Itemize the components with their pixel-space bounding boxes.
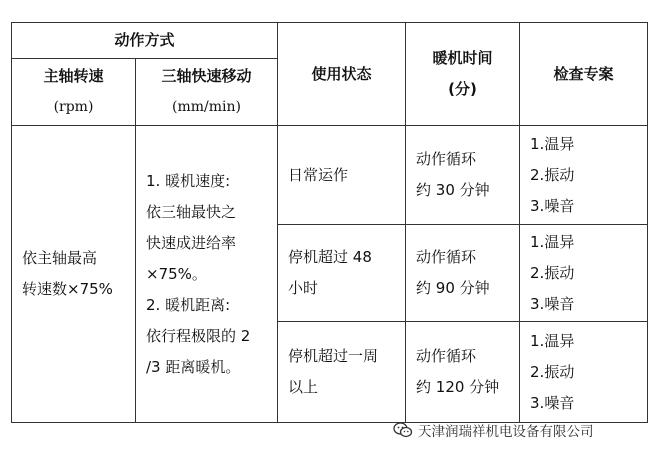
three-axis-label: 三轴快速移动 xyxy=(161,67,252,85)
checks-cell xyxy=(520,126,648,225)
spindle-speed-header xyxy=(12,59,136,126)
check-items-header: 检查专案 xyxy=(520,23,648,126)
warmup-time-unit: (分) xyxy=(448,80,477,98)
watermark-text: 天津润瑞祥机电设备有限公司 xyxy=(418,424,594,440)
warmup-time-label: 暖机时间 xyxy=(432,49,493,67)
warmup-time-header xyxy=(406,23,520,126)
time-cell xyxy=(406,126,520,225)
time-line: 约 120 分钟 xyxy=(416,378,500,396)
spindle-value-line: 依主轴最高 xyxy=(22,249,98,267)
time-line: 动作循环 xyxy=(416,347,477,365)
axis-value-line: /3 距离暖机。 xyxy=(146,357,241,376)
checks-cell xyxy=(520,225,648,322)
state-cell xyxy=(278,126,406,225)
time-line: 动作循环 xyxy=(416,150,477,168)
axis-value-line: ×75%。 xyxy=(146,264,207,283)
state-line: 停机超过 48 xyxy=(288,248,372,266)
state-line: 日常运作 xyxy=(288,165,349,184)
check-item: 2.振动 xyxy=(530,362,575,381)
state-line: 以上 xyxy=(288,378,319,396)
axis-value-line: 1. 暖机速度: xyxy=(146,171,231,190)
three-axis-header xyxy=(136,59,278,126)
check-item: 3.噪音 xyxy=(530,393,575,412)
three-axis-unit: (mm/min) xyxy=(172,99,241,115)
state-line: 停机超过一周 xyxy=(288,347,379,365)
state-line: 小时 xyxy=(288,279,319,297)
time-cell xyxy=(406,322,520,423)
time-line: 动作循环 xyxy=(416,248,477,266)
warmup-spec-table xyxy=(11,22,648,423)
time-cell xyxy=(406,225,520,322)
axis-value-line: 2. 暖机距离: xyxy=(146,295,231,314)
check-item: 2.振动 xyxy=(530,165,575,184)
check-item: 2.振动 xyxy=(530,263,575,282)
check-item: 3.噪音 xyxy=(530,196,575,215)
check-item: 1.温异 xyxy=(530,331,575,350)
wechat-icon xyxy=(393,422,413,438)
time-line: 约 30 分钟 xyxy=(416,181,490,199)
spindle-speed-unit: (rpm) xyxy=(53,99,94,115)
spindle-value-cell xyxy=(12,126,136,423)
check-item: 3.噪音 xyxy=(530,294,575,313)
checks-cell xyxy=(520,322,648,423)
usage-state-header: 使用状态 xyxy=(278,23,406,126)
watermark xyxy=(393,420,594,440)
action-mode-header: 动作方式 xyxy=(12,23,278,59)
check-item: 1.温异 xyxy=(530,134,575,153)
spindle-speed-label: 主轴转速 xyxy=(43,67,104,85)
axis-value-cell xyxy=(136,126,278,423)
axis-value-line: 依三轴最快之 xyxy=(146,202,237,221)
axis-value-line: 依行程极限的 2 xyxy=(146,326,251,345)
time-line: 约 90 分钟 xyxy=(416,279,490,297)
spindle-value-line: 转速数×75% xyxy=(22,280,113,298)
state-cell xyxy=(278,225,406,322)
axis-value-line: 快速成进给率 xyxy=(146,233,237,252)
check-item: 1.温异 xyxy=(530,232,575,251)
state-cell xyxy=(278,322,406,423)
